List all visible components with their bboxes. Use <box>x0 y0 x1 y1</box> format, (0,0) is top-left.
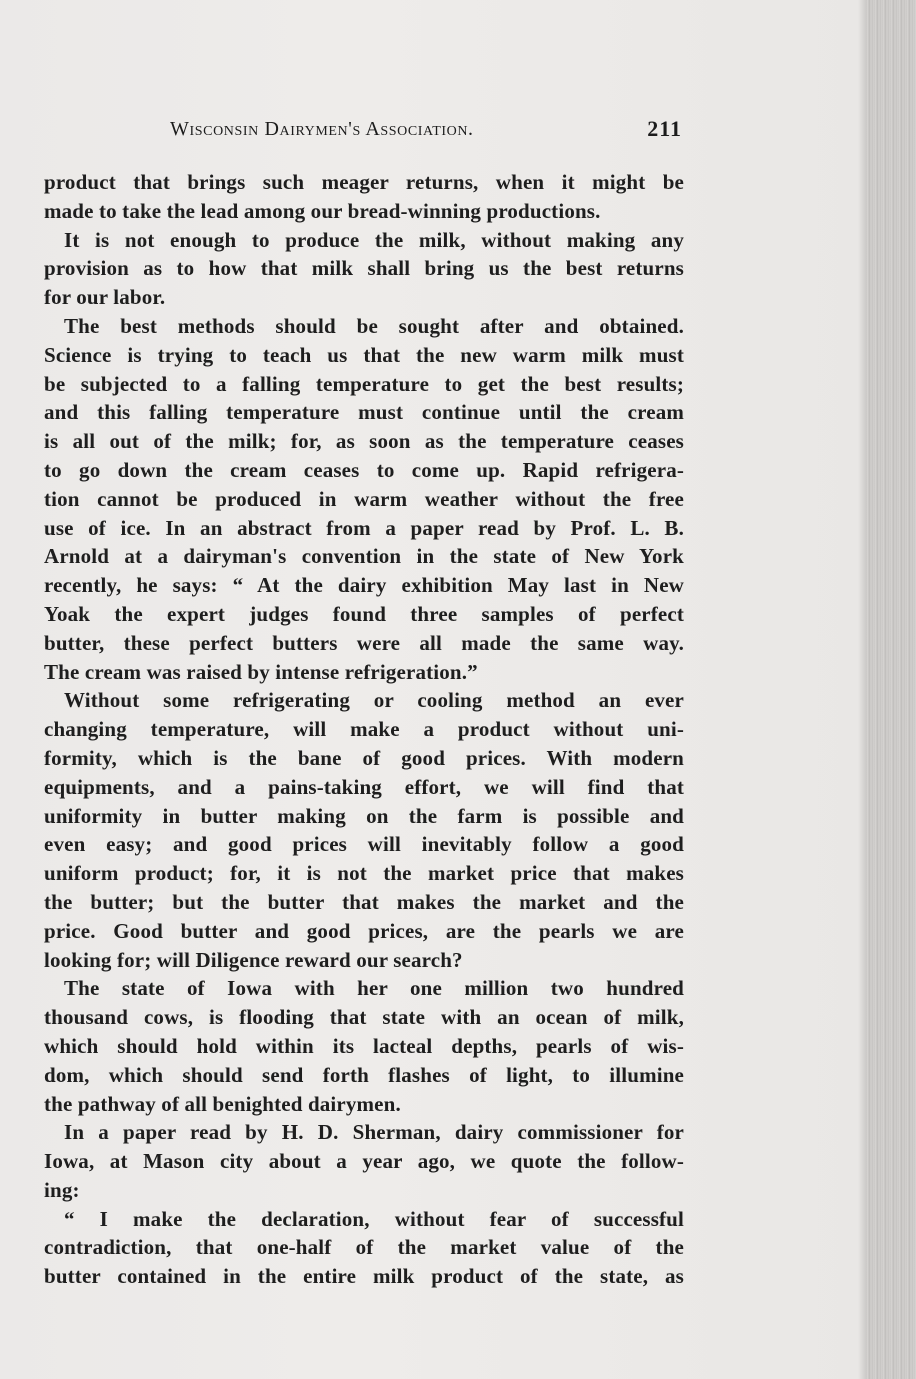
text-line: uniformity in butter making on the farm is possible and <box>44 803 684 828</box>
page-edge-stack <box>866 0 916 1379</box>
text-line: butter contained in the entire milk product of the state, as <box>44 1264 684 1289</box>
text-line: contradiction, that one-half of the market value of the <box>44 1235 684 1260</box>
text-line: even easy; and good prices will inevitably follow a good <box>44 832 684 857</box>
text-line: ing: <box>44 1177 80 1202</box>
text-line: The cream was raised by intense refrigeration.” <box>44 659 478 684</box>
text-line: Iowa, at Mason city about a year ago, we quote the follow- <box>44 1149 684 1174</box>
text-line: recently, he says: “ At the dairy exhibition May last in New <box>44 573 684 598</box>
text-line: provision as to how that milk shall bring us the best returns <box>44 256 684 281</box>
text-line: be subjected to a falling temperature to get the best results; <box>44 371 684 396</box>
text-line: uniform product; for, it is not the market price that makes <box>44 861 684 886</box>
page-header <box>40 112 682 152</box>
text-line: is all out of the milk; for, as soon as the temperature ceases <box>44 429 684 454</box>
text-line: use of ice. In an abstract from a paper read by Prof. L. B. <box>44 515 684 540</box>
text-line: It is not enough to produce the milk, without making any <box>64 227 684 252</box>
text-line: and this falling temperature must continue until the cream <box>44 400 684 425</box>
text-line: thousand cows, is flooding that state with an ocean of milk, <box>44 1005 684 1030</box>
running-head: Wisconsin Dairymen's Association. <box>170 118 474 140</box>
text-line: product that brings such meager returns, when it might be <box>44 170 684 194</box>
text-line: changing temperature, will make a product without uni- <box>44 717 684 742</box>
text-line: Yoak the expert judges found three samples of perfect <box>44 601 684 626</box>
text-line: price. Good butter and good prices, are the pearls we are <box>44 918 684 943</box>
text-line: Without some refrigerating or cooling method an ever <box>64 688 684 713</box>
text-line: the butter; but the butter that makes the market and the <box>44 889 684 914</box>
text-line: Science is trying to teach us that the new warm milk must <box>44 342 684 367</box>
text-line: butter, these perfect butters were all made the same way. <box>44 630 684 655</box>
text-line: dom, which should send forth flashes of light, to illumine <box>44 1062 684 1087</box>
text-line: formity, which is the bane of good prices. With modern <box>44 745 684 770</box>
text-line: In a paper read by H. D. Sherman, dairy commissioner for <box>64 1120 684 1145</box>
text-line: The state of Iowa with her one million two hundred <box>64 976 684 1001</box>
text-line: “ I make the declaration, without fear of successful <box>64 1206 684 1231</box>
text-line: for our labor. <box>44 285 166 310</box>
text-line: made to take the lead among our bread-winning productions. <box>44 198 601 223</box>
body-text <box>44 168 684 1291</box>
text-line: The best methods should be sought after and obtained. <box>64 313 684 338</box>
text-line: which should hold within its lacteal depths, pearls of wis- <box>44 1033 684 1058</box>
text-line: Arnold at a dairyman's convention in the state of New York <box>44 544 684 569</box>
text-line: the pathway of all benighted dairymen. <box>44 1091 401 1116</box>
text-line: looking for; will Diligence reward our search? <box>44 947 463 972</box>
text-line: to go down the cream ceases to come up. Rapid refrigera- <box>44 457 684 482</box>
text-line: equipments, and a pains-taking effort, we will find that <box>44 774 684 799</box>
page-number: 211 <box>647 116 682 141</box>
text-line: tion cannot be produced in warm weather without the free <box>44 486 684 511</box>
